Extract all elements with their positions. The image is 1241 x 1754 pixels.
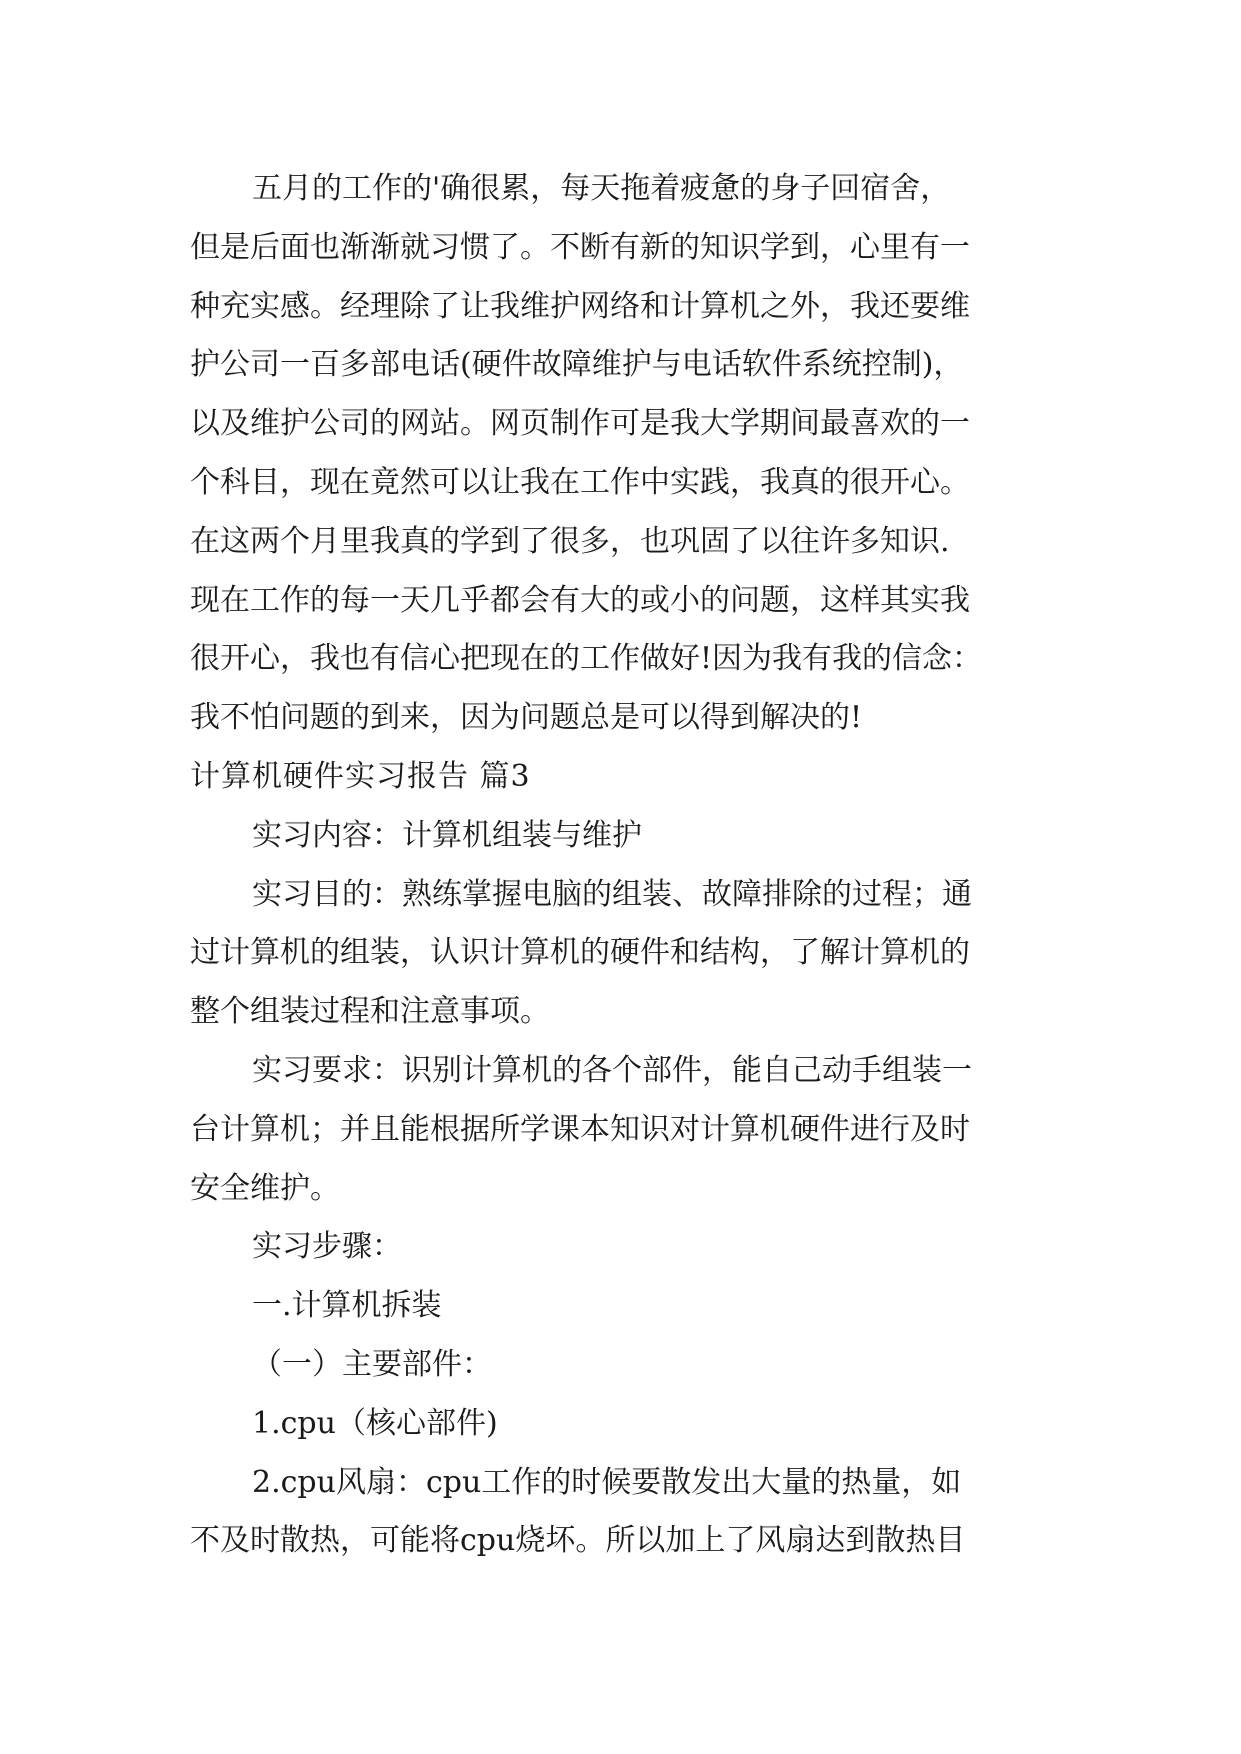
list-item: 1.cpu（核心部件) bbox=[252, 1405, 498, 1441]
document-body bbox=[190, 160, 1070, 1571]
paragraph-line: 个科目，现在竟然可以让我在工作中实践，我真的很开心。 bbox=[190, 464, 970, 500]
paragraph-line: 我不怕问题的到来，因为问题总是可以得到解决的! bbox=[190, 700, 863, 736]
paragraph-line: 实习目的：熟练掌握电脑的组装、故障排除的过程；通 bbox=[252, 876, 972, 912]
paragraph-line: 很开心，我也有信心把现在的工作做好!因为我有我的信念： bbox=[190, 641, 983, 677]
paragraph-line: 以及维护公司的网站。网页制作可是我大学期间最喜欢的一 bbox=[190, 406, 970, 442]
paragraph-line: 实习要求：识别计算机的各个部件，能自己动手组装一 bbox=[252, 1052, 972, 1088]
paragraph-line: 五月的工作的'确很累，每天拖着疲惫的身子回宿舍， bbox=[252, 171, 951, 206]
paragraph-line: 台计算机；并且能根据所学课本知识对计算机硬件进行及时 bbox=[190, 1111, 970, 1147]
paragraph-line: 在这两个月里我真的学到了很多，也巩固了以往许多知识. bbox=[190, 523, 950, 559]
paragraph-line: 实习步骤： bbox=[252, 1229, 402, 1265]
paragraph-line: 整个组装过程和注意事项。 bbox=[190, 994, 550, 1030]
paragraph-line: 不及时散热，可能将cpu烧坏。所以加上了风扇达到散热目 bbox=[190, 1523, 966, 1559]
paragraph-line: 过计算机的组装，认识计算机的硬件和结构，了解计算机的 bbox=[190, 935, 970, 971]
paragraph-line: 安全维护。 bbox=[190, 1170, 340, 1206]
list-heading: 一.计算机拆装 bbox=[252, 1288, 442, 1324]
list-item: 2.cpu风扇：cpu工作的时候要散发出大量的热量，如 bbox=[252, 1464, 962, 1500]
list-subheading: （一）主要部件： bbox=[252, 1346, 492, 1382]
paragraph-line: 实习内容：计算机组装与维护 bbox=[252, 817, 642, 853]
paragraph-line: 种充实感。经理除了让我维护网络和计算机之外，我还要维 bbox=[190, 288, 970, 324]
section-heading: 计算机硬件实习报告 篇3 bbox=[190, 758, 531, 794]
paragraph-line: 现在工作的每一天几乎都会有大的或小的问题，这样其实我 bbox=[190, 582, 970, 618]
paragraph-line: 但是后面也渐渐就习惯了。不断有新的知识学到，心里有一 bbox=[190, 229, 970, 265]
paragraph-line: 护公司一百多部电话(硬件故障维护与电话软件系统控制)， bbox=[190, 347, 964, 383]
